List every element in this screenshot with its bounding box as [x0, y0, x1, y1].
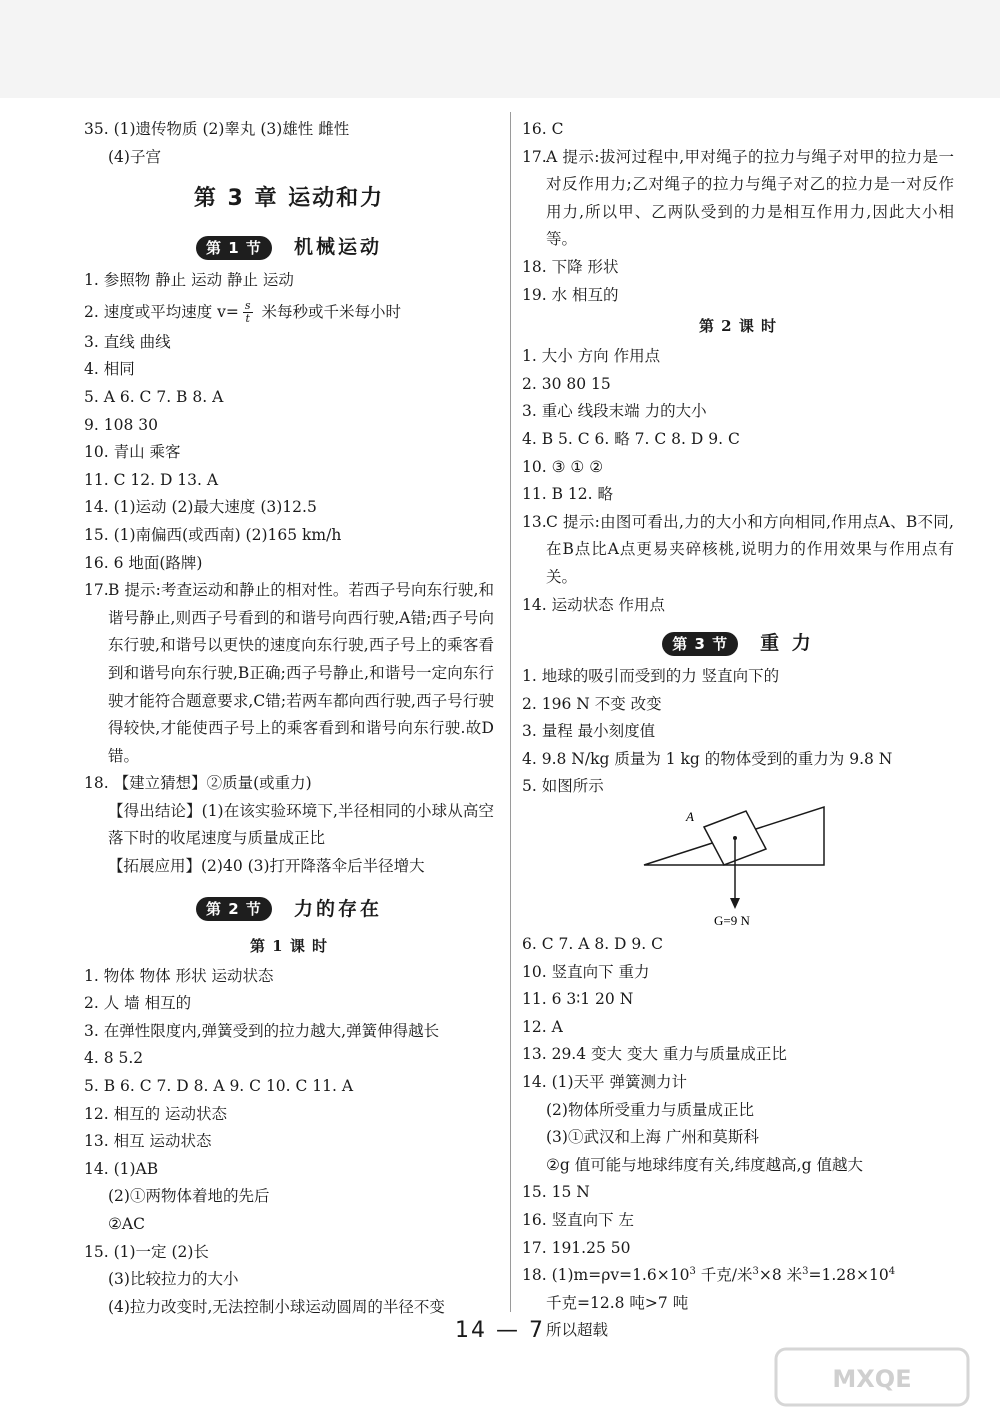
answer-line: 10. 青山 乘客	[84, 443, 181, 462]
answer-line: 1. 参照物 静止 运动 静止 运动	[84, 271, 294, 290]
section-2-title: 力的存在	[293, 897, 382, 920]
answer-line: 15. 15 N	[522, 1183, 590, 1202]
answer-line: 14. (1)运动 (2)最大速度 (3)12.5	[84, 498, 317, 517]
chapter-title: 第 3 章 运动和力	[193, 186, 385, 212]
label-a: A	[686, 809, 694, 825]
answer-18-line2: 【得出结论】(1)在该实验环境下,半径相同的小球从高空落下时的收尾速度与质量成正比	[108, 801, 494, 848]
answer-13-number: 13.	[522, 512, 547, 531]
answer-line: 10. ③ ① ②	[522, 457, 604, 476]
answer-line: 6. C 7. A 8. D 9. C	[522, 935, 663, 954]
answer-line: 17. 191.25 50	[522, 1238, 631, 1257]
answer-line: 3. 直线 曲线	[84, 332, 171, 351]
speed-unit-text: 米每秒或千米每小时	[256, 302, 401, 321]
answer-line: 10. 竖直向下 重力	[522, 962, 650, 981]
label-g: G=9 N	[714, 913, 750, 929]
answer-line: 3. 重心 线段末端 力的大小	[522, 402, 707, 421]
answer-line: (2)①两物体着地的先后	[108, 1187, 270, 1206]
answer-17-number-right: 17.	[522, 147, 547, 166]
answer-line: 5. 如图所示	[522, 777, 604, 796]
answer-line: 5. B 6. C 7. D 8. A 9. C 10. C 11. A	[84, 1077, 354, 1096]
right-column	[522, 116, 954, 1345]
section-3-heading	[522, 623, 954, 663]
answer-17-block	[84, 577, 494, 770]
answer-line: 1. 地球的吸引而受到的力 竖直向下的	[522, 667, 780, 686]
center-of-gravity-dot	[733, 836, 737, 840]
answer-18-line1: 18. 【建立猜想】②质量(或重力)	[84, 774, 312, 793]
formula-part: =1.28×10	[808, 1266, 889, 1285]
answer-line: 12. 相互的 运动状态	[84, 1104, 228, 1123]
section-3-badge: 第 3 节	[662, 632, 738, 656]
answer-line: (2)物体所受重力与质量成正比	[546, 1100, 754, 1119]
answer-line: 3. 量程 最小刻度值	[522, 722, 656, 741]
watermark-logo	[772, 1345, 972, 1409]
answer-line: 18. 下降 形状	[522, 257, 619, 276]
section-3-title: 重 力	[760, 632, 814, 655]
answer-line: 14. (1)天平 弹簧测力计	[522, 1073, 687, 1092]
answer-line-speed	[84, 295, 494, 329]
section-2-heading	[84, 889, 494, 929]
answer-line: (4)拉力改变时,无法控制小球运动圆周的半径不变	[108, 1297, 445, 1316]
answer-line: 15. (1)南偏西(或西南) (2)165 km/h	[84, 525, 342, 544]
answer-line: ②g 值可能与地球纬度有关,纬度越高,g 值越大	[546, 1155, 863, 1174]
answer-18-line3: 【拓展应用】(2)40 (3)打开降落伞后半径增大	[108, 857, 425, 876]
answer-line: 19. 水 相互的	[522, 285, 619, 304]
answer-line: 4. 8 5.2	[84, 1049, 144, 1068]
answer-line: 16. C	[522, 120, 564, 138]
answer-17-block-right	[522, 144, 954, 254]
answer-13-block	[522, 509, 954, 592]
column-divider	[510, 112, 511, 1312]
answer-line: 11. B 12. 略	[522, 485, 613, 504]
answer-line: 11. 6 3∶1 20 N	[522, 990, 634, 1009]
answer-line: 13. 29.4 变大 变大 重力与质量成正比	[522, 1045, 787, 1064]
section-1-title: 机械运动	[293, 236, 382, 259]
incline-diagram	[522, 801, 954, 931]
answer-line: 16. 竖直向下 左	[522, 1211, 635, 1229]
formula-exponent: 3	[752, 1266, 759, 1278]
answer-line: 11. C 12. D 13. A	[84, 470, 219, 489]
answer-18-formula	[522, 1262, 954, 1290]
page-number: 14 — 7	[455, 1318, 545, 1343]
answer-35-line1: 35. (1)遗传物质 (2)睾丸 (3)雄性 雌性	[84, 120, 350, 138]
top-margin-band	[0, 0, 1000, 98]
formula-part: 18. (1)m=ρv=1.6×10	[522, 1266, 690, 1285]
answer-line: (3)①武汉和上海 广州和莫斯科	[546, 1128, 759, 1147]
answer-17-text-right: A 提示:拔河过程中,甲对绳子的拉力与绳子对甲的拉力是一对反作用力;乙对绳子的拉力与绳子对乙的拉力是一对反作用力,所以甲、乙两队受到的力是相互作用力,因此大小相等。	[546, 147, 954, 249]
fraction-numerator: s	[244, 299, 251, 313]
answer-35-line2: (4)子宫	[108, 147, 161, 166]
answer-13-text: C 提示:由图可看出,力的大小和方向相同,作用点A、B不同,在B点比A点更易夹碎核桃,说明力的作用效果与作用点有关。	[546, 512, 954, 586]
fraction-denominator: t	[245, 312, 250, 326]
incline-gravity-figure	[522, 801, 954, 931]
answer-line: 所以超载	[546, 1321, 609, 1340]
answer-line: 3. 在弹性限度内,弹簧受到的拉力越大,弹簧伸得越长	[84, 1021, 440, 1040]
answer-line: 13. 相互 运动状态	[84, 1132, 212, 1151]
svg-text:MXQE: MXQE	[832, 1365, 912, 1393]
left-column	[84, 116, 494, 1321]
answer-line: 14. (1)AB	[84, 1159, 159, 1178]
gravity-arrow-head	[730, 898, 740, 909]
answer-line: 2. 196 N 不变 改变	[522, 694, 662, 713]
speed-text: 2. 速度或平均速度 v=	[84, 302, 239, 321]
formula-part: 千克/米	[695, 1266, 753, 1285]
section-2-badge: 第 2 节	[196, 897, 272, 921]
answer-line: 1. 大小 方向 作用点	[522, 347, 661, 366]
answer-17-text: B 提示:考查运动和静止的相对性。若西子号向东行驶,和谐号静止,则西子号看到的和谐号向西行驶,A错;西子号向东行驶,和谐号以更快的速度向东行驶,西子号上的乘客看到和谐号向东行驶,B正确;西子号静止,和谐号一定向东行驶才能符合题意要求,C错;若两车都向西行驶,西子号行驶得较快,才能使西子号上的乘客看到和谐号向东行驶.故D错。	[108, 581, 494, 765]
formula-exponent: 3	[689, 1266, 696, 1278]
answer-17-number: 17.	[84, 581, 109, 600]
answer-line: 2. 30 80 15	[522, 374, 611, 393]
answer-line: 千克=12.8 吨>7 吨	[546, 1293, 689, 1312]
section-1-badge: 第 1 节	[196, 236, 272, 260]
formula-exponent: 4	[888, 1266, 896, 1278]
answer-line: 15. (1)一定 (2)长	[84, 1242, 209, 1261]
answer-line: 9. 108 30	[84, 415, 158, 434]
speed-fraction	[243, 300, 253, 325]
answer-line: 4. 9.8 N/kg 质量为 1 kg 的物体受到的重力为 9.8 N	[522, 749, 893, 768]
section-1-heading	[84, 227, 494, 267]
answer-line: 16. 6 地面(路牌)	[84, 553, 203, 572]
answer-line: 14. 运动状态 作用点	[522, 595, 666, 614]
answer-line: ②AC	[108, 1215, 145, 1233]
answer-line: 4. 相同	[84, 360, 135, 379]
formula-part: ×8 米	[758, 1266, 803, 1285]
lesson-1-heading: 第 1 课 时	[249, 936, 329, 955]
answer-line: 1. 物体 物体 形状 运动状态	[84, 966, 274, 985]
answer-line: (3)比较拉力的大小	[108, 1270, 239, 1289]
lesson-2-heading: 第 2 课 时	[698, 317, 778, 336]
answer-line: 2. 人 墙 相互的	[84, 994, 192, 1013]
answer-line: 4. B 5. C 6. 略 7. C 8. D 9. C	[522, 429, 740, 448]
answer-line: 5. A 6. C 7. B 8. A	[84, 387, 224, 406]
formula-exponent: 3	[802, 1266, 809, 1278]
answer-line: 12. A	[522, 1017, 563, 1036]
